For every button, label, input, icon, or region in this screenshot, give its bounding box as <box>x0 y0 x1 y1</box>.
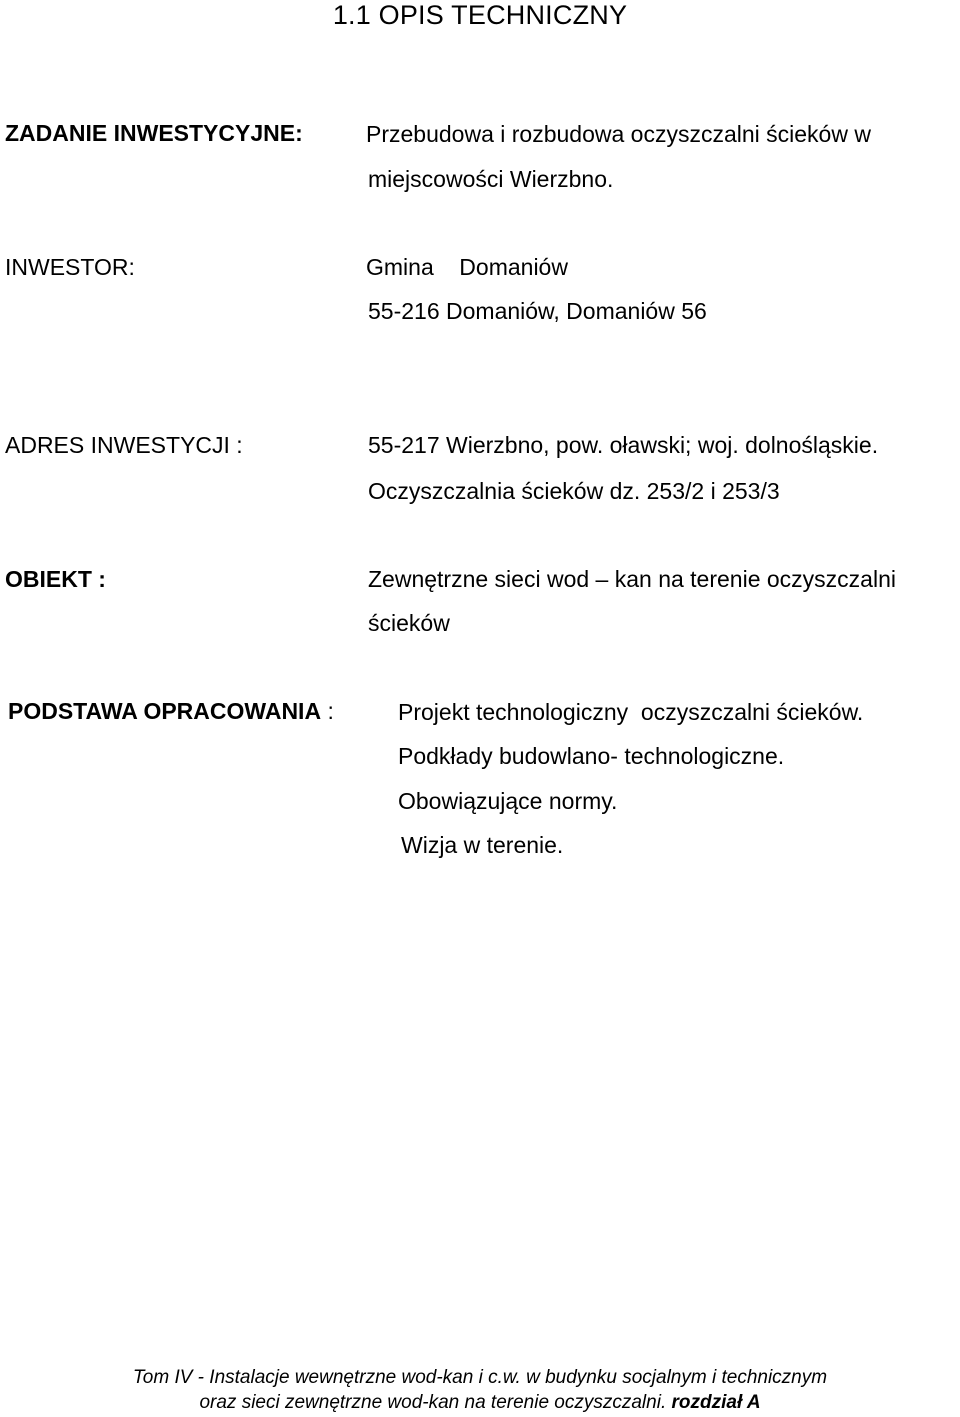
podstawa-colon: : <box>327 698 334 724</box>
podstawa-label-group <box>8 700 334 723</box>
obiekt-label: OBIEKT : <box>5 566 106 592</box>
podstawa-value-line-3: Obowiązujące normy. <box>398 788 618 814</box>
podstawa-label: PODSTAWA OPRACOWANIA <box>8 698 322 724</box>
podstawa-value-line-4: Wizja w terenie. <box>401 832 564 858</box>
page-title: 1.1 OPIS TECHNICZNY <box>332 0 628 30</box>
inwestor-value-line-1: Gmina Domaniów <box>366 254 568 280</box>
zadanie-value-line-1: Przebudowa i rozbudowa oczyszczalni ścieków w <box>366 121 871 147</box>
zadanie-label: ZADANIE INWESTYCYJNE: <box>5 120 303 146</box>
footer-line-2-text: oraz sieci zewnętrzne wod-kan na terenie oczyszczalni. <box>199 1392 667 1413</box>
zadanie-value-line-2: miejscowości Wierzbno. <box>368 166 614 192</box>
footer-line-2 <box>0 1393 960 1412</box>
inwestor-label: INWESTOR: <box>5 254 135 280</box>
footer-section-label: rozdział A <box>671 1392 761 1413</box>
adres-value-line-2: Oczyszczalnia ścieków dz. 253/2 i 253/3 <box>368 478 780 504</box>
podstawa-value-line-1: Projekt technologiczny oczyszczalni ścieków. <box>398 699 864 725</box>
obiekt-value-line-2: ścieków <box>368 610 450 636</box>
footer-line-1: Tom IV - Instalacje wewnętrzne wod-kan i c.w. w budynku socjalnym i technicznym <box>132 1367 828 1388</box>
inwestor-value-line-2: 55-216 Domaniów, Domaniów 56 <box>368 298 707 324</box>
adres-label: ADRES INWESTYCJI : <box>5 432 243 458</box>
podstawa-value-line-2: Podkłady budowlano- technologiczne. <box>398 743 785 769</box>
adres-value-line-1: 55-217 Wierzbno, pow. oławski; woj. dolnośląskie. <box>368 432 879 458</box>
obiekt-value-line-1: Zewnętrzne sieci wod – kan na terenie oczyszczalni <box>368 566 896 592</box>
